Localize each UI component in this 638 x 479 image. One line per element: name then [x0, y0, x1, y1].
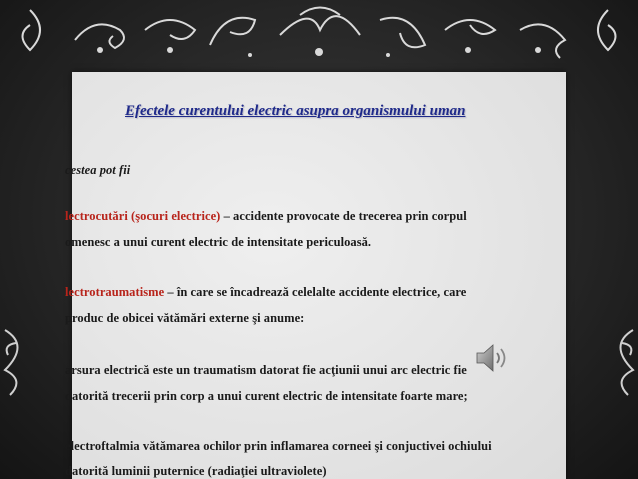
right-ornament: [598, 0, 638, 479]
item-1-term: lectrocutări (şocuri electrice): [65, 209, 221, 223]
speaker-icon[interactable]: [474, 342, 510, 374]
left-ornament: [0, 0, 40, 479]
item-1-definition: – accidente provocate de trecerea prin corpul: [220, 209, 467, 223]
item-2-line-1: [65, 285, 466, 300]
slide-title: Efectele curentului electric asupra organismului uman: [125, 103, 466, 119]
sub-item-1-line-1: arsura electrică este un traumatism datorat fie acţiunii unui arc electric fie: [65, 363, 467, 377]
item-1-line-2: omenesc a unui curent electric de intensitate periculoasă.: [65, 235, 372, 249]
item-1-line-1: [65, 209, 467, 224]
slide-content: [65, 72, 571, 479]
item-2-term: lectrotraumatisme: [65, 285, 165, 299]
sub-item-1-line-2: datorită trecerii prin corp a unui curent electric de intensitate foarte mare;: [65, 389, 468, 403]
item-2-definition: – în care se încadrează celelalte accidente electrice, care: [164, 285, 467, 299]
sub-item-2-line-2: datorită luminii puternice (radiaţiei ultraviolete): [65, 464, 327, 478]
sub-item-2-line-1: electroftalmia vătămarea ochilor prin inflamarea corneei şi conjuctivei ochiului: [65, 439, 492, 453]
intro-text: cestea pot fii: [65, 163, 131, 177]
top-ornament: [0, 0, 638, 70]
item-2-line-2: produc de obicei vătămări externe şi anume:: [65, 311, 305, 325]
